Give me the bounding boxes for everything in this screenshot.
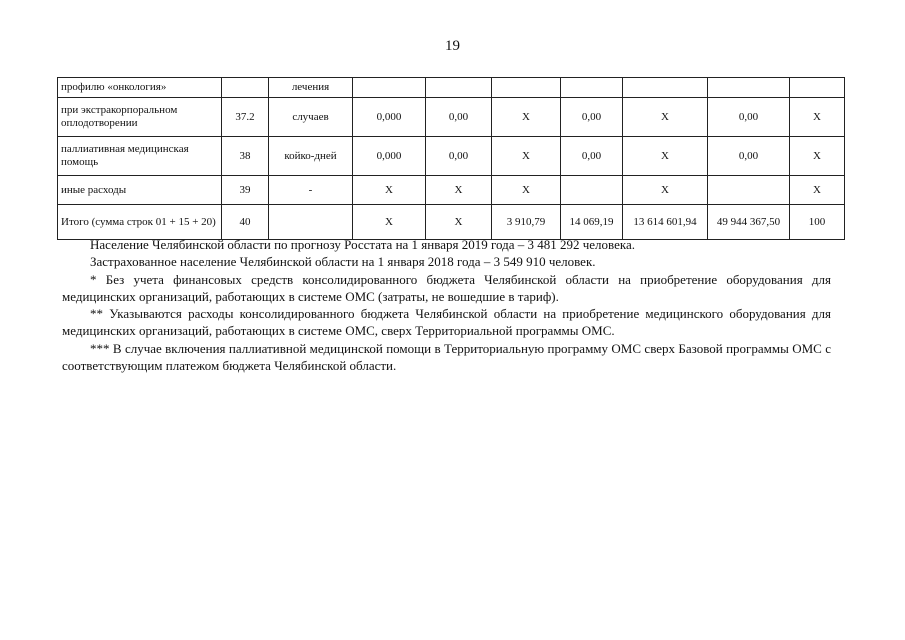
table-cell [708, 78, 790, 98]
row-unit: лечения [269, 78, 353, 98]
population-note: Население Челябинской области по прогнозу Росстата на 1 января 2019 года – 3 481 292 человека. [90, 237, 635, 252]
table-cell [708, 176, 790, 205]
table-cell: 0,00 [708, 98, 790, 137]
row-code: 40 [222, 205, 269, 240]
table-cell: 13 614 601,94 [623, 205, 708, 240]
table-cell: 0,00 [561, 98, 623, 137]
table-cell: 14 069,19 [561, 205, 623, 240]
row-code: 39 [222, 176, 269, 205]
table-cell: X [492, 137, 561, 176]
table-cell: 0,00 [426, 137, 492, 176]
footnote-2: ** Указываются расходы консолидированного бюджета Челябинской области на приобретение медицинского оборудования для медицинских организаций, работающих в системе ОМС, сверх Территориальной программы ОМС. [62, 306, 831, 339]
table-cell: 49 944 367,50 [708, 205, 790, 240]
row-code: 38 [222, 137, 269, 176]
row-label: иные расходы [58, 176, 222, 205]
table-cell [623, 78, 708, 98]
table-cell: 0,00 [708, 137, 790, 176]
table-cell [353, 78, 426, 98]
row-unit: случаев [269, 98, 353, 137]
table-row [58, 78, 845, 98]
row-code [222, 78, 269, 98]
table-cell: X [426, 205, 492, 240]
table-cell: X [353, 205, 426, 240]
table-cell: X [623, 98, 708, 137]
table-cell: X [426, 176, 492, 205]
table-cell: X [492, 176, 561, 205]
row-label: паллиативная медицинская помощь [58, 137, 222, 176]
table-cell: 0,000 [353, 137, 426, 176]
table-cell: X [790, 137, 845, 176]
table-cell: 0,00 [426, 98, 492, 137]
row-label: Итого (сумма строк 01 + 15 + 20) [58, 205, 222, 240]
row-unit: - [269, 176, 353, 205]
table-row [58, 205, 845, 240]
table-row [58, 98, 845, 137]
table-cell: X [790, 98, 845, 137]
table-cell: X [353, 176, 426, 205]
row-label: профилю «онкология» [58, 78, 222, 98]
table-cell [561, 78, 623, 98]
data-table [57, 77, 845, 240]
row-unit [269, 205, 353, 240]
footnote-1: * Без учета финансовых средств консолидированного бюджета Челябинской области на приобретение оборудования для медицинских организаций, работающих в системе ОМС (затраты, не вошедшие в тариф). [62, 271, 831, 304]
table-cell: 3 910,79 [492, 205, 561, 240]
table-cell [492, 78, 561, 98]
table-cell: 100 [790, 205, 845, 240]
table-cell: 0,000 [353, 98, 426, 137]
table-cell: X [623, 137, 708, 176]
table-row [58, 137, 845, 176]
row-code: 37.2 [222, 98, 269, 137]
table-cell [561, 176, 623, 205]
row-unit: койко-дней [269, 137, 353, 176]
table-cell [426, 78, 492, 98]
table-cell: X [623, 176, 708, 205]
page-number: 19 [445, 38, 460, 54]
footnote-3: *** В случае включения паллиативной медицинской помощи в Территориальную программу ОМС сверх Базовой программы ОМС с соответствующим платежом бюджета Челябинской области. [62, 340, 831, 374]
insured-note: Застрахованное население Челябинской области на 1 января 2018 года – 3 549 910 человек. [90, 254, 596, 270]
table-cell [790, 78, 845, 98]
table-cell: X [492, 98, 561, 137]
notes-block [62, 236, 831, 374]
table-row [58, 176, 845, 205]
table-cell: 0,00 [561, 137, 623, 176]
row-label: при экстракорпоральном оплодотворении [58, 98, 222, 137]
table-cell: X [790, 176, 845, 205]
